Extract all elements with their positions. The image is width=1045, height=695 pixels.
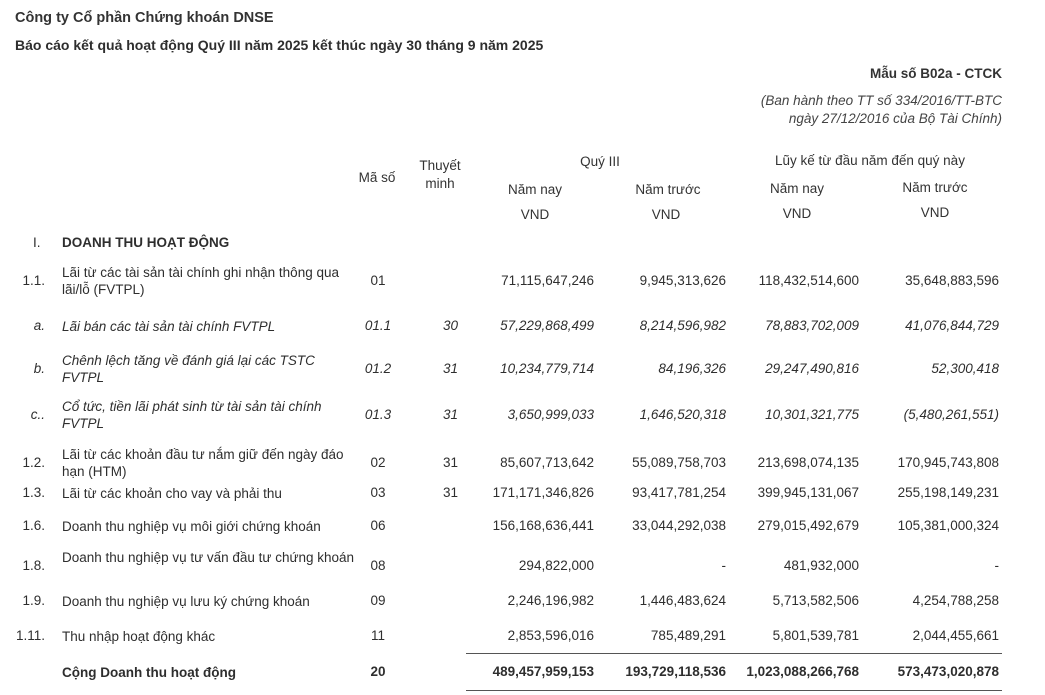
row-value-q-this-year: 2,853,596,016 — [507, 628, 594, 643]
row-label: Cổ tức, tiền lãi phát sinh từ tài sản tài chính FVTPL — [62, 399, 322, 431]
issued-note — [761, 92, 1002, 128]
row-code: 09 — [370, 593, 386, 608]
row-value-ytd-last-year: 2,044,455,661 — [912, 628, 999, 643]
col-header-q-last-year: Năm trước — [635, 182, 701, 197]
row-value-q-last-year: 33,044,292,038 — [632, 518, 726, 533]
col-header-ytd-this-year: Năm nay — [769, 181, 825, 196]
row-code: 02 — [370, 455, 386, 470]
row-value-ytd-last-year: 52,300,418 — [931, 361, 999, 376]
row-index: 1.1. — [22, 273, 45, 288]
row-label: Lãi từ các tài sản tài chính ghi nhận thông qua lãi/lỗ (FVTPL) — [62, 265, 339, 297]
issued-note-line1: (Ban hành theo TT số 334/2016/TT-BTC — [760, 93, 1002, 108]
row-code: 01.2 — [364, 361, 392, 376]
row-value-q-last-year: 84,196,326 — [658, 361, 726, 376]
total-bottom-rule — [466, 690, 1002, 691]
row-index: 1.3. — [22, 485, 45, 500]
report-title: Báo cáo kết quả hoạt động Quý III năm 2025 kết thúc ngày 30 tháng 9 năm 2025 — [15, 37, 544, 53]
row-value-q-this-year: 85,607,713,642 — [500, 455, 594, 470]
row-label: Doanh thu nghiệp vụ tư vấn đầu tư chứng khoán — [62, 550, 355, 565]
row-index: 1.8. — [22, 558, 45, 573]
row-index: a. — [33, 318, 45, 333]
col-currency-3: VND — [782, 206, 812, 221]
row-value-ytd-this-year: 399,945,131,067 — [757, 485, 859, 500]
row-code: 01 — [370, 273, 386, 288]
row-value-ytd-this-year: 481,932,000 — [783, 558, 859, 573]
total-top-rule — [466, 653, 1002, 654]
row-value-ytd-this-year: 29,247,490,816 — [765, 361, 859, 376]
col-currency-4: VND — [920, 205, 950, 220]
row-value-q-last-year: 1,446,483,624 — [639, 593, 726, 608]
col-header-ytd: Lũy kế từ đầu năm đến quý này — [775, 153, 965, 168]
row-code: 01.1 — [364, 318, 392, 333]
row-value-q-last-year: 785,489,291 — [650, 628, 726, 643]
col-header-ytd-last-year: Năm trước — [902, 180, 968, 195]
row-index: c.. — [30, 407, 45, 422]
row-value-ytd-last-year: 105,381,000,324 — [897, 518, 999, 533]
row-index: 1.9. — [22, 593, 45, 608]
row-value-q-this-year: 10,234,779,714 — [500, 361, 594, 376]
col-header-note-line2: minh — [425, 176, 455, 191]
row-value-q-last-year: 8,214,596,982 — [639, 318, 726, 333]
row-value-q-last-year: 1,646,520,318 — [639, 407, 726, 422]
col-currency-1: VND — [520, 207, 550, 222]
col-header-code: Mã số — [358, 170, 396, 185]
section-index: I. — [33, 235, 41, 250]
total-value-q-last-year: 193,729,118,536 — [625, 664, 726, 679]
row-value-q-this-year: 171,171,346,826 — [492, 485, 594, 500]
row-value-ytd-this-year: 118,432,514,600 — [758, 273, 859, 288]
col-currency-2: VND — [651, 207, 681, 222]
row-label: Thu nhập hoạt động khác — [62, 629, 216, 644]
row-note: 31 — [442, 485, 458, 500]
row-code: 11 — [370, 628, 385, 643]
row-note: 31 — [442, 407, 458, 422]
row-value-q-last-year: 9,945,313,626 — [639, 273, 726, 288]
col-header-q-this-year: Năm nay — [507, 182, 563, 197]
row-value-q-this-year: 156,168,636,441 — [492, 518, 594, 533]
row-value-ytd-this-year: 5,713,582,506 — [772, 593, 859, 608]
row-index: 1.2. — [22, 455, 45, 470]
row-note: 31 — [442, 455, 458, 470]
row-index: b. — [33, 361, 45, 376]
col-header-quarter: Quý III — [580, 154, 620, 169]
total-value-q-this-year: 489,457,959,153 — [492, 664, 594, 679]
total-code: 20 — [370, 664, 386, 679]
row-index: 1.6. — [22, 518, 45, 533]
row-value-q-this-year: 3,650,999,033 — [507, 407, 594, 422]
form-code: Mẫu số B02a - CTCK — [869, 66, 1002, 81]
row-value-ytd-this-year: 279,015,492,679 — [757, 518, 859, 533]
row-label: Doanh thu nghiệp vụ lưu ký chứng khoán — [62, 594, 310, 609]
row-value-q-last-year: 93,417,781,254 — [632, 485, 726, 500]
issued-note-line2: ngày 27/12/2016 của Bộ Tài Chính) — [788, 111, 1002, 126]
row-index: 1.11. — [15, 628, 45, 643]
row-value-ytd-last-year: 35,648,883,596 — [905, 273, 999, 288]
row-value-ytd-last-year: - — [994, 558, 999, 573]
row-code: 06 — [370, 518, 386, 533]
col-header-note-line1: Thuyết — [419, 158, 461, 173]
row-value-ytd-this-year: 213,698,074,135 — [757, 455, 859, 470]
company-name: Công ty Cổ phần Chứng khoán DNSE — [15, 10, 274, 26]
total-value-ytd-this-year: 1,023,088,266,768 — [746, 664, 859, 679]
row-value-ytd-this-year: 10,301,321,775 — [765, 407, 859, 422]
row-value-ytd-last-year: 41,076,844,729 — [905, 318, 999, 333]
row-value-ytd-last-year: 170,945,743,808 — [897, 455, 999, 470]
row-value-ytd-this-year: 78,883,702,009 — [765, 318, 859, 333]
total-value-ytd-last-year: 573,473,020,878 — [897, 664, 999, 679]
row-value-q-this-year: 57,229,868,499 — [500, 318, 594, 333]
section-title: DOANH THU HOẠT ĐỘNG — [62, 235, 230, 250]
row-note: 31 — [442, 361, 458, 376]
row-label: Lãi từ các khoản đầu tư nắm giữ đến ngày đáo hạn (HTM) — [62, 447, 344, 479]
row-code: 01.3 — [364, 407, 392, 422]
row-value-ytd-this-year: 5,801,539,781 — [772, 628, 859, 643]
row-value-q-last-year: - — [721, 558, 726, 573]
row-note: 30 — [442, 318, 458, 333]
row-label: Lãi bán các tài sản tài chính FVTPL — [62, 319, 276, 334]
row-code: 03 — [370, 485, 386, 500]
row-value-q-this-year: 294,822,000 — [518, 558, 594, 573]
row-code: 08 — [370, 558, 386, 573]
row-label: Chênh lệch tăng về đánh giá lại các TSTC FVTPL — [62, 353, 315, 385]
row-label: Lãi từ các khoản cho vay và phải thu — [62, 486, 282, 501]
row-value-q-this-year: 71,115,647,246 — [501, 273, 594, 288]
row-value-q-this-year: 2,246,196,982 — [507, 593, 594, 608]
row-label: Doanh thu nghiệp vụ môi giới chứng khoán — [62, 519, 321, 534]
row-value-ytd-last-year: 4,254,788,258 — [912, 593, 999, 608]
total-label: Cộng Doanh thu hoạt động — [62, 665, 236, 680]
row-value-q-last-year: 55,089,758,703 — [632, 455, 726, 470]
row-value-ytd-last-year: 255,198,149,231 — [897, 485, 999, 500]
row-value-ytd-last-year: (5,480,261,551) — [903, 407, 999, 422]
